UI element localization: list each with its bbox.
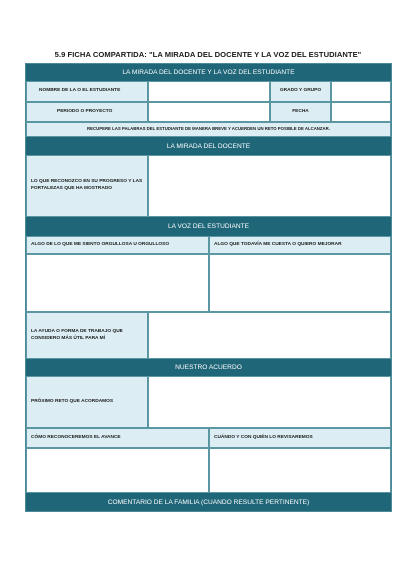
proud-field[interactable] — [26, 254, 209, 312]
period-project-label: PERIODO O PROYECTO — [26, 102, 148, 122]
document-title: 5.9 FICHA COMPARTIDA: "LA MIRADA DEL DOCENTE Y LA VOZ DEL ESTUDIANTE" — [54, 50, 362, 59]
main-header: LA MIRADA DEL DOCENTE Y LA VOZ DEL ESTUDIANTE — [26, 64, 391, 81]
recognize-progress-label: CÓMO RECONOCEREMOS EL AVANCE — [26, 428, 209, 448]
student-name-field[interactable] — [148, 81, 270, 102]
agreement-section-header: NUESTRO ACUERDO — [26, 359, 391, 376]
date-label: FECHA — [270, 102, 331, 122]
review-when-field[interactable] — [209, 448, 391, 493]
next-challenge-label: PRÓXIMO RETO QUE ACORDAMOS — [26, 376, 148, 428]
improve-label: ALGO QUE TODAVÍA ME CUESTA O QUIERO MEJORAR — [209, 236, 391, 254]
student-section-header: LA VOZ DEL ESTUDIANTE — [26, 217, 391, 236]
helpful-work-label: LA AYUDA O FORMA DE TRABAJO QUE CONSIDERO MÁS ÚTIL PARA MÍ — [26, 312, 148, 359]
family-comment-header: COMENTARIO DE LA FAMILIA (CUANDO RESULTE PERTINENTE) — [26, 493, 391, 511]
review-when-label: CUÁNDO Y CON QUIÉN LO REVISAREMOS — [209, 428, 391, 448]
next-challenge-field[interactable] — [148, 376, 391, 428]
student-name-label: NOMBRE DE LA O EL ESTUDIANTE — [26, 81, 148, 102]
helpful-work-field[interactable] — [148, 312, 391, 359]
improve-field[interactable] — [209, 254, 391, 312]
progress-strengths-field[interactable] — [148, 155, 391, 217]
proud-label: ALGO DE LO QUE ME SIENTO ORGULLOSA U ORGULLOSO — [26, 236, 209, 254]
date-field[interactable] — [331, 102, 391, 122]
recognize-progress-field[interactable] — [26, 448, 209, 493]
grade-group-label: GRADO Y GRUPO — [270, 81, 331, 102]
grade-group-field[interactable] — [331, 81, 391, 102]
shared-sheet — [25, 63, 392, 512]
period-project-field[interactable] — [148, 102, 270, 122]
progress-strengths-label: LO QUE RECONOZCO EN SU PROGRESO Y LAS FORTALEZAS QUE HA MOSTRADO — [26, 155, 148, 217]
teacher-section-header: LA MIRADA DEL DOCENTE — [26, 137, 391, 155]
instruction-text: RECUPERE LAS PALABRAS DEL ESTUDIANTE DE MANERA BREVE Y ACUERDEN UN RETO POSIBLE DE ALCANZAR. — [26, 122, 391, 137]
